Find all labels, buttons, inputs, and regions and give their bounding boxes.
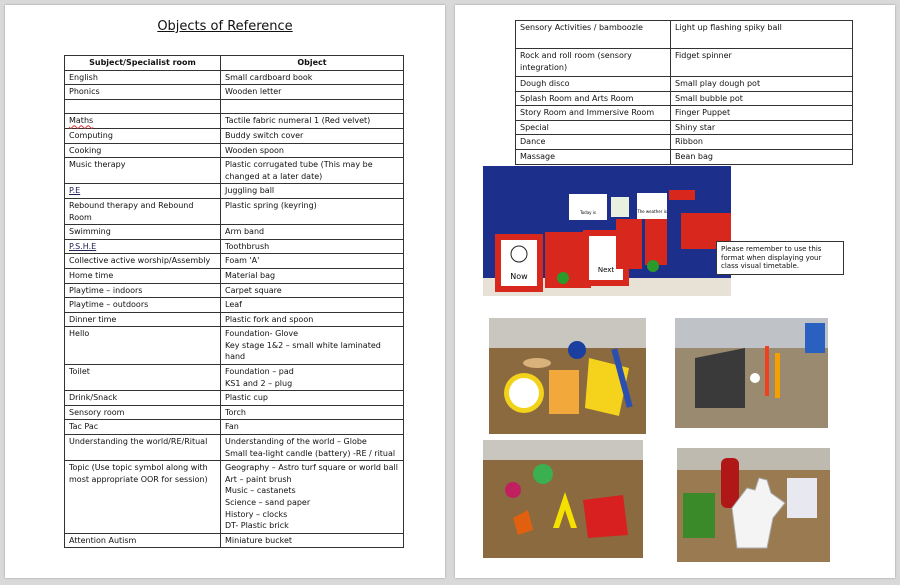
table-row [65, 225, 404, 240]
objects-photo-2 [675, 318, 828, 428]
object-text: Music – castanets [225, 486, 296, 496]
objects-table [64, 55, 404, 548]
table-row [65, 198, 404, 224]
subject-text: Drink/Snack [69, 393, 118, 403]
weather-card: The weather is [637, 209, 667, 214]
object-text: Foundation – pad [225, 367, 294, 377]
subject-cell [65, 85, 221, 100]
object-cell [221, 391, 404, 406]
subject-text: Topic (Use topic symbol along with most appropriate OOR for session) [69, 463, 208, 484]
object-text: DT- Plastic brick [225, 521, 289, 531]
timetable-note: Please remember to use this format when displaying your class visual timetable. [716, 241, 844, 275]
subject-text: P.E [69, 186, 81, 196]
object-cell [221, 239, 404, 254]
table-row [65, 70, 404, 85]
subject-cell: Dance [516, 135, 671, 150]
subject-cell [65, 391, 221, 406]
object-cell: Small bubble pot [671, 91, 853, 106]
object-cell [221, 327, 404, 365]
object-cell [221, 184, 404, 199]
subject-cell [65, 435, 221, 461]
objects-table-continued [515, 20, 853, 165]
subject-cell: Special [516, 120, 671, 135]
object-text: Material bag [225, 270, 276, 280]
object-cell: Light up flashing spiky ball [671, 21, 853, 49]
subject-text: Cooking [69, 145, 102, 155]
table-row [65, 327, 404, 365]
object-text: Juggling ball [225, 186, 275, 196]
subject-text: Phonics [69, 87, 100, 97]
object-text: Foundation- Glove [225, 329, 299, 339]
object-text: Science – sand paper [225, 498, 311, 507]
object-cell: Ribbon [671, 135, 853, 150]
table-row [516, 49, 853, 77]
subject-cell [65, 114, 221, 129]
table-row [516, 21, 853, 49]
table-row [65, 461, 404, 534]
object-text: Leaf [225, 300, 242, 310]
table-row [65, 114, 404, 129]
column-header: Subject/Specialist room [65, 56, 221, 71]
subject-cell: Dough disco [516, 77, 671, 92]
object-text: Plastic fork and spoon [225, 314, 314, 324]
subject-cell [65, 239, 221, 254]
objects-photo-3 [483, 440, 643, 558]
table-row [65, 365, 404, 391]
object-cell [221, 158, 404, 184]
object-cell [221, 365, 404, 391]
object-text: Geography – Astro turf square or world ball [225, 463, 398, 473]
object-text: Small tea-light candle (battery) -RE / ritual [225, 448, 396, 458]
object-text: Plastic corrugated tube (This may be changed at a later date) [225, 160, 373, 181]
object-text: Key stage 1&2 – small white laminated hand [225, 340, 381, 362]
object-cell [221, 85, 404, 100]
table-row [516, 77, 853, 92]
subject-text: Dinner time [69, 314, 117, 324]
subject-cell [65, 99, 221, 114]
subject-cell [65, 184, 221, 199]
object-text: Torch [225, 407, 247, 417]
page-1 [5, 5, 445, 578]
object-cell [221, 268, 404, 283]
subject-cell [65, 268, 221, 283]
subject-cell [65, 70, 221, 85]
subject-text: Music therapy [69, 160, 126, 170]
object-text: Plastic spring (keyring) [225, 200, 317, 210]
table-row [65, 99, 404, 114]
object-text: Plastic cup [225, 393, 268, 403]
table-row [65, 158, 404, 184]
subject-text: Collective active worship/Assembly [69, 256, 211, 266]
table-row [516, 120, 853, 135]
table-row [65, 184, 404, 199]
today-card: Today is [579, 210, 597, 215]
table-row [65, 435, 404, 461]
table-row [65, 143, 404, 158]
subject-cell [65, 143, 221, 158]
subject-cell [65, 254, 221, 269]
object-cell [221, 533, 404, 548]
object-text: Fan [225, 422, 239, 432]
object-cell [221, 143, 404, 158]
table-row [65, 85, 404, 100]
subject-text: Attention Autism [69, 535, 137, 545]
subject-text: Computing [69, 130, 113, 140]
subject-text: Home time [69, 270, 114, 280]
object-cell [221, 420, 404, 435]
object-text: Miniature bucket [225, 535, 293, 545]
subject-cell [65, 298, 221, 313]
page-2 [455, 5, 895, 578]
subject-cell [65, 283, 221, 298]
object-cell [221, 435, 404, 461]
subject-cell [65, 405, 221, 420]
object-text: Toothbrush [225, 241, 270, 251]
object-text: Foam 'A' [225, 256, 260, 266]
table-row [65, 533, 404, 548]
table-row [65, 298, 404, 313]
subject-cell: Splash Room and Arts Room [516, 91, 671, 106]
subject-cell [65, 128, 221, 143]
subject-cell [65, 198, 221, 224]
object-cell [221, 225, 404, 240]
object-text: Carpet square [225, 285, 282, 295]
object-cell: Bean bag [671, 149, 853, 164]
objects-photo-1 [489, 318, 646, 434]
objects-photo-4 [677, 448, 830, 562]
object-text: Buddy switch cover [225, 130, 304, 140]
subject-text: P.S.H.E [69, 241, 97, 251]
column-header: Object [221, 56, 404, 71]
subject-text: Playtime – indoors [69, 285, 143, 295]
table-row [65, 312, 404, 327]
object-cell: Shiny star [671, 120, 853, 135]
object-text: History – clocks [225, 509, 288, 519]
object-text: Tactile fabric numeral 1 (Red velvet) [225, 116, 371, 126]
table-row [65, 283, 404, 298]
object-text: Art – paint brush [225, 474, 292, 484]
now-card: Now [510, 272, 528, 281]
subject-cell: Rock and roll room (sensory integration) [516, 49, 671, 77]
table-row [65, 239, 404, 254]
subject-text: Toilet [69, 367, 90, 377]
table-row [65, 391, 404, 406]
subject-cell [65, 533, 221, 548]
subject-text: Swimming [69, 227, 111, 237]
object-cell: Small play dough pot [671, 77, 853, 92]
next-card: Next [597, 266, 615, 274]
object-text: Wooden spoon [225, 145, 284, 155]
subject-cell [65, 420, 221, 435]
subject-text: Sensory room [69, 407, 125, 417]
object-cell [221, 198, 404, 224]
subject-cell [65, 365, 221, 391]
table-row [65, 268, 404, 283]
subject-cell: Sensory Activities / bamboozle [516, 21, 671, 49]
subject-text: Hello [69, 329, 90, 339]
object-text: Small cardboard book [225, 72, 313, 82]
subject-cell: Story Room and Immersive Room [516, 106, 671, 121]
table-row [516, 135, 853, 150]
subject-cell: Massage [516, 149, 671, 164]
table-row [516, 149, 853, 164]
subject-cell [65, 158, 221, 184]
object-cell [221, 70, 404, 85]
object-cell [221, 99, 404, 114]
object-cell [221, 405, 404, 420]
subject-text: English [69, 72, 98, 82]
object-cell: Fidget spinner [671, 49, 853, 77]
subject-cell [65, 225, 221, 240]
object-text: Arm band [225, 227, 265, 237]
subject-cell [65, 327, 221, 365]
object-text: KS1 and 2 – plug [225, 378, 293, 388]
object-cell [221, 298, 404, 313]
table-row [65, 254, 404, 269]
object-cell [221, 461, 404, 534]
object-cell: Finger Puppet [671, 106, 853, 121]
subject-cell [65, 312, 221, 327]
object-text: Wooden letter [225, 87, 282, 97]
object-text: Understanding of the world – Globe [225, 437, 367, 447]
subject-cell [65, 461, 221, 534]
table-row [65, 405, 404, 420]
table-row [65, 128, 404, 143]
object-cell [221, 128, 404, 143]
object-cell [221, 312, 404, 327]
object-cell [221, 283, 404, 298]
object-cell [221, 254, 404, 269]
subject-text: Tac Pac [69, 422, 99, 432]
subject-text: Playtime – outdoors [69, 300, 149, 310]
visual-timetable-photo [483, 166, 731, 296]
subject-text: Maths [69, 116, 94, 126]
subject-text: Understanding the world/RE/Ritual [69, 437, 208, 447]
table-row [516, 106, 853, 121]
subject-text: Rebound therapy and Rebound Room [69, 200, 194, 222]
object-cell [221, 114, 404, 129]
table-row [516, 91, 853, 106]
page-title: Objects of Reference [157, 19, 293, 34]
table-row [65, 420, 404, 435]
